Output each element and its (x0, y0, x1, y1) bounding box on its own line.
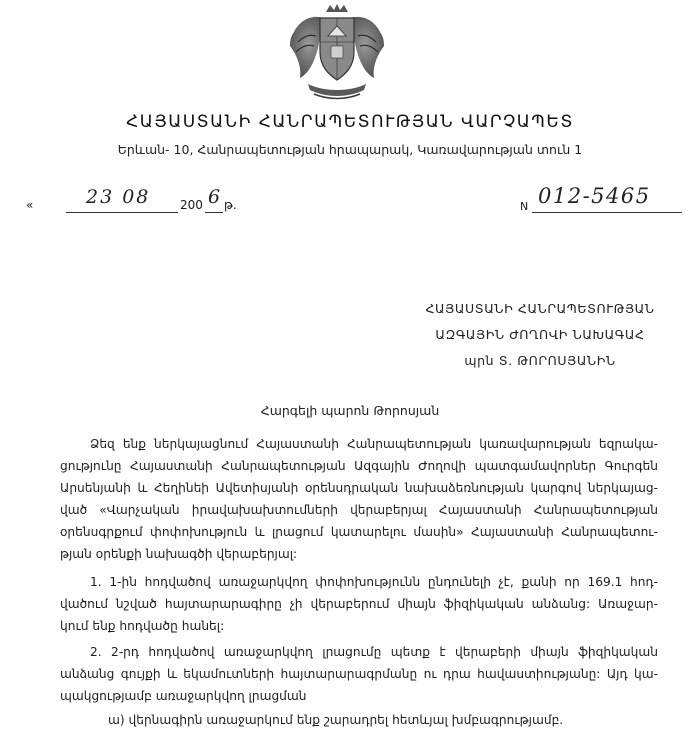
handwritten-year-digit: 6 (208, 186, 221, 208)
document-number-line (514, 186, 684, 216)
recipient-line: ՀԱՅԱՍՏԱՆԻ ՀԱՆՐԱՊԵՏՈՒԹՅԱՆ (425, 301, 655, 316)
body-line: պակցությամբ առաջարկվող լրացման (60, 689, 307, 703)
coat-of-arms-emblem (284, 2, 390, 102)
handwritten-date: 23 08 (86, 186, 151, 208)
body-line: ցությունը Հայաստանի Հանրապետության Ազգային Ժողովի պատգամավորներ Գուրգեն (60, 459, 658, 473)
date-underline (66, 212, 178, 213)
year-prefix: 200 (180, 198, 203, 212)
year-suffix: թ. (224, 198, 237, 212)
recipient-line: ԱԶԳԱՅԻՆ ԺՈՂՈՎԻ ՆԱԽԱԳԱՀ (435, 327, 645, 342)
body-line: վածում նշված հայտարարագիրը չի վերաբերում միայն ֆիզիկական անձանց: Առաջար- (60, 597, 658, 611)
date-open-quote: « (26, 198, 34, 212)
body-line: ված «Վարչական իրավախախտումների վերաբերյալ Հայաստանի Հանրապետության (60, 503, 658, 517)
body-line: օրենսգրքում փոփոխություն և լրացում կատարելու մասին» Հայաստանի Հանրապետու- (60, 525, 658, 539)
date-line (26, 186, 286, 216)
body-line: 2. 2-րդ հոդվածով առաջարկվող լրացումը պետք է վերաբերի միայն ֆիզիկական (90, 645, 658, 659)
letter-header-address: Երևան- 10, Հանրապետության հրապարակ, Կառավարության տուն 1 (117, 142, 583, 157)
body-line: անձանց գույքի և եկամուտների հայտարարագրմանը ու դրա հավաստիությանը: Այդ կա- (60, 667, 658, 681)
number-label: N (520, 200, 529, 213)
handwritten-document-number: 012-5465 (538, 184, 651, 208)
number-underline (532, 212, 682, 213)
letter-header-title: ՀԱՅԱՍՏԱՆԻ ՀԱՆՐԱՊԵՏՈՒԹՅԱՆ ՎԱՐՉԱՊԵՏ (126, 112, 574, 132)
year-underline (205, 212, 223, 213)
body-line: Արսենյանի և Հեղինեի Ավետիսյանի օրենսդրական նախաձեռնության կարգով ներկայաց- (60, 481, 658, 495)
body-line: 1. 1-ին հոդվածով առաջարկվող փոփոխությունն ընդունելի չէ, քանի որ 169.1 հոդ- (90, 575, 658, 589)
salutation: Հարգելի պարոն Թորոսյան (260, 403, 440, 418)
body-line: կում ենք հոդվածը հանել: (60, 619, 225, 633)
recipient-block (400, 296, 680, 374)
recipient-line: պրն Տ. ԹՈՐՈՍՅԱՆԻՆ (464, 353, 616, 368)
body-line: Ձեզ ենք ներկայացնում Հայաստանի Հանրապետության կառավարության եզրակա- (90, 437, 658, 451)
body-line: ա) վերնագիրն առաջարկում ենք շարադրել հետևյալ խմբագրությամբ. (108, 713, 564, 727)
body-line: թյան օրենքի նախագծի վերաբերյալ: (60, 547, 298, 561)
